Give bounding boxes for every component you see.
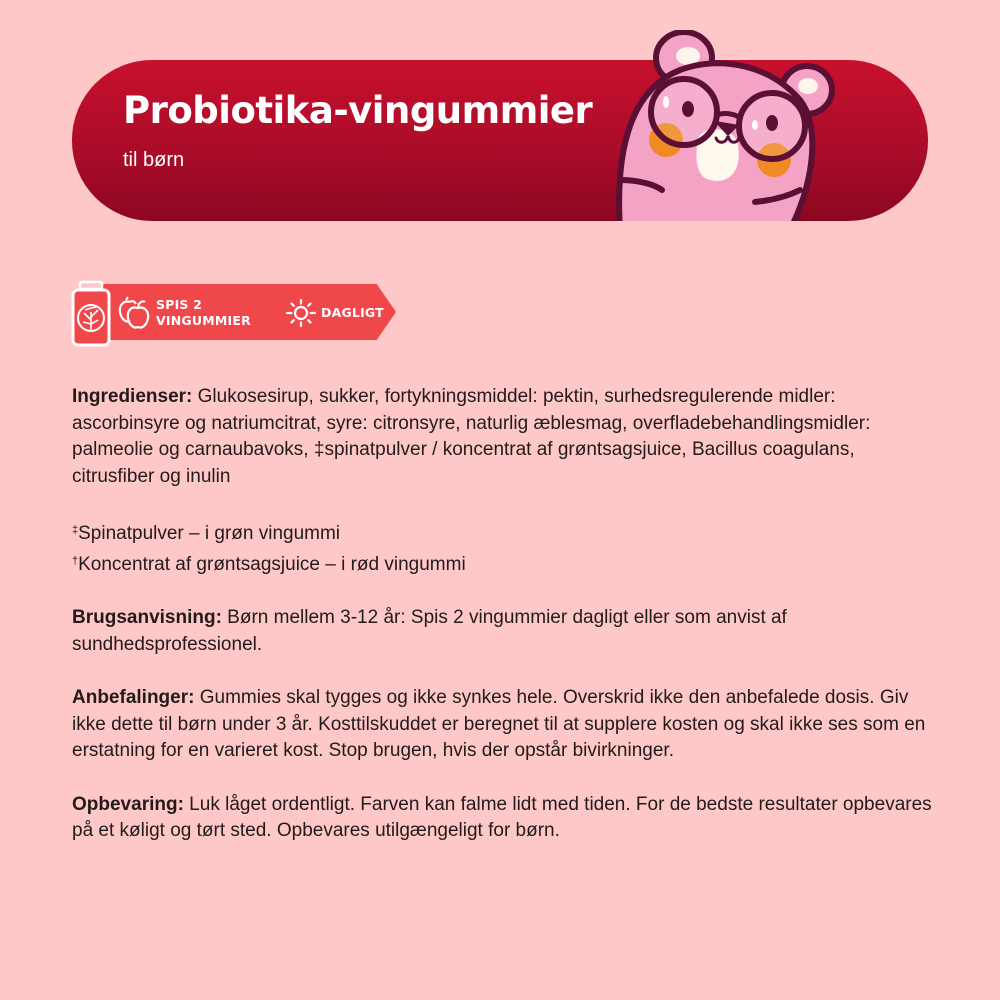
dosage-badges: [70, 280, 410, 348]
ingredients-label: Ingredienser:: [72, 386, 193, 407]
dosage-line-2: VINGUMMIER: [156, 313, 251, 328]
footnote-mark: ‡: [72, 524, 79, 536]
ingredients-mark: ‡: [313, 439, 325, 460]
footnote-text: Koncentrat af grøntsagsjuice – i rød vingummi: [78, 553, 466, 575]
footnote-text: Spinatpulver – i grøn vingummi: [78, 523, 341, 544]
usage-text: Børn mellem 3-12 år: Spis 2 vingummier dagligt eller som anvist af sundhedsprofessionel.: [72, 607, 787, 655]
dosage-line-1: SPIS 2: [156, 297, 203, 312]
ingredients-text-2: spinatpulver / koncentrat af grøntsagsjuice, Bacillus coagulans, citrusfiber og inulin: [72, 439, 855, 487]
recommendations-label: Anbefalinger:: [72, 687, 195, 708]
ingredients-section: [72, 384, 932, 490]
product-info: [72, 384, 932, 872]
footnote-item: [72, 548, 932, 579]
bear-with-glasses-icon: [600, 30, 940, 221]
footnotes: [72, 517, 932, 578]
storage-label: Opbevaring:: [72, 793, 184, 815]
footnote-item: [72, 517, 932, 548]
storage-section: [72, 792, 932, 845]
sun-icon: [286, 298, 316, 332]
frequency-label: DAGLIGT: [321, 305, 384, 320]
footnote-mark: †: [72, 554, 79, 567]
jar-with-tree-icon: [70, 280, 112, 348]
usage-label: Brugsanvisning:: [72, 607, 222, 628]
recommendations-section: [72, 685, 932, 765]
product-subtitle: til børn: [123, 149, 185, 171]
ingredients-text-1: Glukosesirup, sukker, fortykningsmiddel: pektin, surhedsregulerende midler: ascorbinsyre og natriumcitrat, syre: citronsyre, naturlig æblesmag, overfladebehandlingsmidler: palmeolie og carnaubavoks,: [72, 386, 871, 460]
product-title: Probiotika-vingummier: [123, 89, 593, 132]
storage-text: Luk låget ordentligt. Farven kan falme lidt med tiden. For de bedste resultater opbevares på et køligt og tørt sted. Opbevares utilgængeligt for børn.: [72, 793, 932, 841]
recommendations-text: Gummies skal tygges og ikke synkes hele. Overskrid ikke den anbefalede dosis. Giv ikke dette til børn under 3 år. Kosttilskuddet er beregnet til at supplere kosten og skal ikke ses som en erstatning for en varieret kost. Stop brugen, hvis der opstår bivirkninger.: [72, 687, 926, 761]
usage-section: [72, 605, 932, 658]
apples-icon: [118, 296, 150, 334]
